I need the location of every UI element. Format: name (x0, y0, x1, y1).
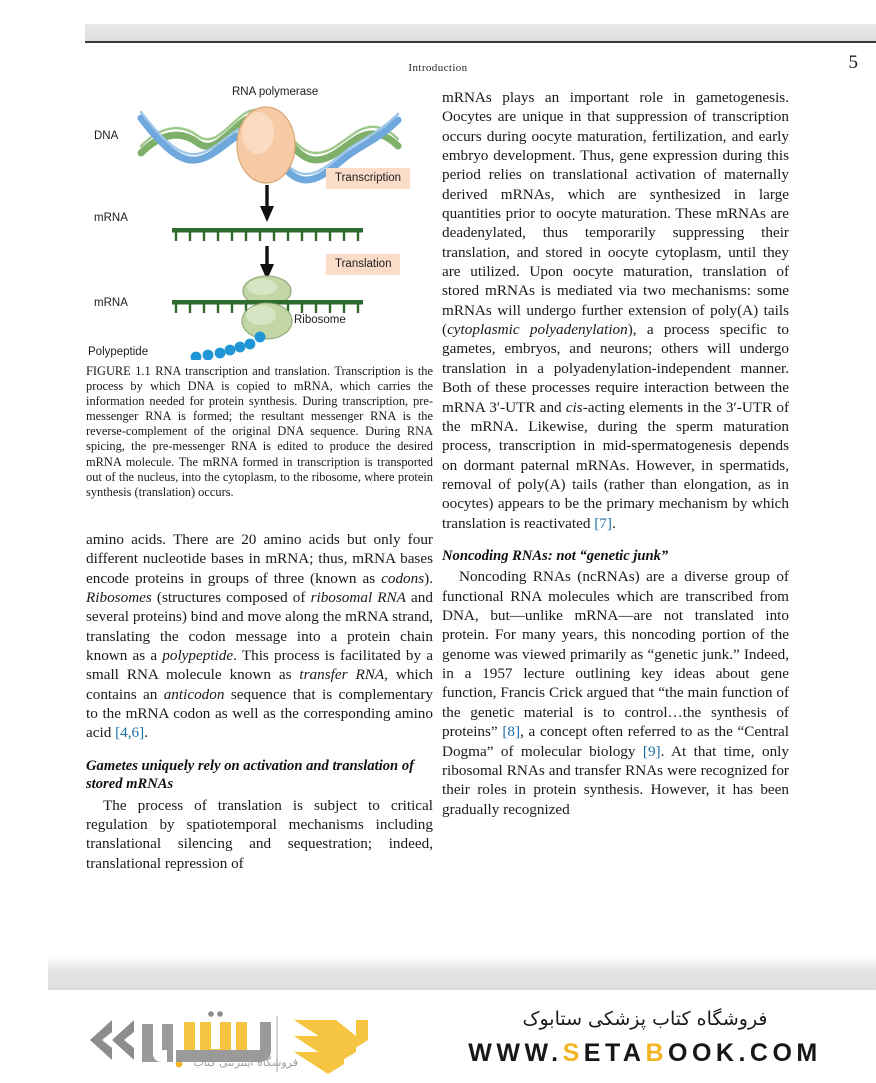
label-mrna-1: mRNA (94, 212, 128, 224)
lc-p1-italic-codons: codons (381, 569, 425, 587)
lc-p1-italic-polypeptide: polypeptide (162, 646, 234, 664)
transcription-arrow (260, 185, 274, 222)
rc-p1-c: -acting elements in the 3′-UTR of the mRNA. Likewise, during the sperm maturation process, transcription in mid-spermatogenesis depends on dormant paternal mRNAs. However, in spermatids, removal of poly(A) tails (rather than elongation, as in oocytes) appears to be the primary mechanism by which translation is reactivated (442, 398, 790, 532)
url-part-eta: ETA (583, 1039, 646, 1067)
lc-p1-italic-ribosomes: Ribosomes (86, 588, 152, 606)
page-top-rule (85, 41, 876, 43)
figure-caption-body: Transcription is the process by which DNA is copied to mRNA, which carries the information needed for protein synthesis. During transcription, pre-messenger RNA is formed; the resultant messenger RNA is the reverse-complement of the original DNA sequence. During RNA spicing, the pre-messenger RNA is edited to produce the desired mRNA molecule. The mRNA formed in transcription is transported out of the nucleus, into the cytoplasm, to the ribosome, where protein synthesis (translation) occurs. (86, 364, 433, 499)
rc-p1-end: . (611, 514, 616, 532)
rc-p2-c: . At that time, only ribosomal RNAs and transfer RNAs were recognized for their roles in protein synthesis. However, it has been gradually recognized (442, 742, 789, 818)
label-dna: DNA (94, 130, 119, 142)
box-translation: Translation (326, 254, 400, 275)
citation-link-4-6[interactable]: [4,6] (115, 724, 145, 742)
mrna-strand-1 (172, 228, 363, 241)
lc-p1-d: and several proteins) bind and move along the mRNA strand, translating the codon message into a protein chain known as a (86, 588, 433, 664)
right-column (442, 88, 789, 819)
running-head (0, 58, 876, 76)
persian-shop-title: فروشگاه کتاب پزشکی ستابوک (522, 1008, 768, 1030)
label-polypeptide: Polypeptide (88, 346, 149, 358)
citation-link-7[interactable]: [7] (594, 514, 612, 532)
citation-link-9[interactable]: [9] (642, 742, 661, 760)
page-bottom-band (48, 955, 876, 990)
url-part-s: S (562, 1039, 584, 1067)
figure-artwork (86, 88, 433, 360)
lc-p1-italic-transfer-rna: transfer RNA (299, 666, 385, 684)
page-top-band (85, 24, 876, 41)
footer-watermark (0, 1000, 876, 1080)
lc-p1-g: sequence that is complementary to the mRNA codon as well as the corresponding amino acid (86, 685, 433, 742)
footer-right-block (430, 1004, 860, 1070)
left-paragraph-1 (86, 530, 433, 743)
figure-caption (86, 364, 433, 500)
rc-p1-italic-cytoplasmic-polyadenylation: cytoplasmic polyadenylation (447, 321, 628, 339)
figure-caption-title: RNA transcription and translation. (155, 364, 331, 378)
right-paragraph-1 (442, 88, 789, 533)
label-rna-polymerase: RNA polymerase (232, 86, 319, 98)
translation-arrow (260, 246, 274, 280)
figure-caption-number: FIGURE 1.1 (86, 364, 151, 378)
label-ribosome: Ribosome (294, 314, 346, 326)
website-url[interactable] (430, 1036, 860, 1070)
left-section-heading: Gametes uniquely rely on activation and translation of stored mRNAs (86, 757, 414, 793)
url-part-www: WWW. (468, 1039, 563, 1067)
rc-p1-italic-cis: cis (565, 398, 583, 416)
running-head-text: Introduction (408, 62, 468, 74)
figure-1-1 (86, 88, 433, 360)
lc-p1-c: (structures composed of (151, 588, 311, 606)
page-number: 5 (848, 52, 858, 73)
lc-p1-italic-anticodon: anticodon (163, 685, 225, 703)
box-transcription: Transcription (326, 168, 410, 189)
lc-p1-e: . This process is facilitated by a small RNA molecule known as (86, 646, 433, 684)
right-section-heading: Noncoding RNAs: not “genetic junk” (442, 547, 669, 564)
label-mrna-2: mRNA (94, 297, 128, 309)
brand-subtitle: فروشگاه اینترنتی کتاب (193, 1056, 298, 1069)
rc-p2-a: Noncoding RNAs (ncRNAs) are a diverse group of functional RNA molecules which are transcribed from DNA, but—unlike mRNA—are not translated into protein. For many years, this noncoding portion of the genome was viewed primarily as “genetic junk.” Indeed, in a 1957 lecture outlining key ideas about gene function, Francis Crick argued that “the main function of the genetic material is to control…the synthesis of proteins” (442, 568, 789, 741)
rc-p1-b: ), a process specific to gametes, embryos, and neurons; others will undergo translation in a polyadenylation-independent manner. Both of these processes require interaction between the mRNA 3′-UTR and (442, 321, 789, 416)
url-part-b: B (645, 1039, 669, 1067)
citation-link-8[interactable]: [8] (502, 723, 521, 741)
url-part-ook-com: OOK.COM (668, 1039, 822, 1067)
left-paragraph-2: The process of translation is subject to critical regulation by spatiotemporal mechanisms including translational silencing and sequestration; indeed, translational repression of (86, 796, 433, 872)
lc-p1-f: , which contains an (86, 666, 433, 703)
lc-p1-a: amino acids. There are 20 amino acids but only four different nucleotide bases in mRNA; thus, mRNA bases encode proteins in groups of three (known as (86, 530, 433, 587)
lc-p1-italic-ribosomal-rna: ribosomal RNA (310, 588, 406, 606)
rc-p2-b: , a concept often referred to as the “Central Dogma” of molecular biology (442, 723, 789, 760)
rc-p1-a: mRNAs plays an important role in gametogenesis. Oocytes are unique in that suppression of transcription occurs during oocyte maturation, fertilization, and early embryo development. Thus, gene expression during this period relies on translational activation of maternally derived mRNAs, which are synthesized in large quantities prior to oocyte maturation. These mRNAs are deadenylated, thus temporarily suppressing their translation, and stored in oocyte cytoplasm, until they are utilized. Upon oocyte maturation, translation of stored mRNAs is mediated via two mechanisms: some mRNAs will undergo further extension of poly(A) tails ( (442, 89, 789, 339)
left-column (86, 88, 433, 873)
lc-p1-b: ). (424, 569, 433, 587)
right-paragraph-2 (442, 567, 789, 818)
lc-p1-end: . (144, 724, 148, 742)
